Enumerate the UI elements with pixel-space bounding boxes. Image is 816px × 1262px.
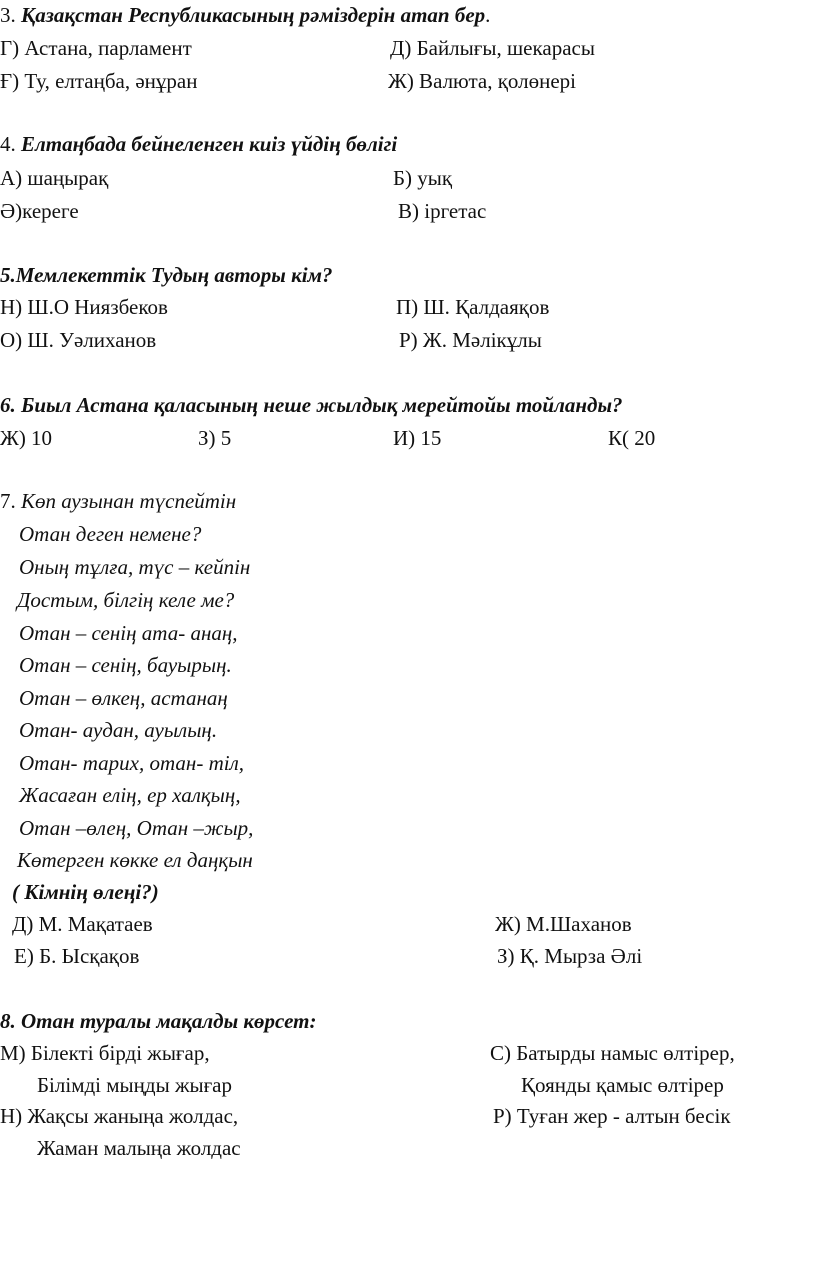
question-5: 5.Мемлекеттік Тудың авторы кім? [0,263,333,287]
question-7 [0,488,236,514]
answer-option: Ә)кереге [0,199,79,223]
poem-line: Отан –өлең, Отан –жыр, [19,816,254,840]
question-text: ( Кімнің өлеңі?) [12,880,159,904]
question-4 [0,131,397,157]
question-number: 4. [0,132,21,156]
answer-option: Ж) М.Шаханов [495,912,632,936]
poem-line: Отан деген немене? [19,522,202,546]
poem-line: Отан – өлкең, астанаң [19,686,228,710]
answer-option: Д) М. Мақатаев [12,912,153,936]
answer-option: П) Ш. Қалдаяқов [396,295,550,319]
answer-option: Н) Ш.О Ниязбеков [0,295,168,319]
poem-line: Көп аузынан түспейтін [21,489,237,513]
answer-option: А) шаңырақ [0,166,109,190]
answer-option: И) 15 [393,426,442,450]
answer-option: Н) Жақсы жаныңа жолдас, [0,1104,239,1128]
poem-line: Достым, білгің келе ме? [17,588,235,612]
poem-line: Отан – сенің ата- анаң, [19,621,238,645]
answer-option-continuation: Жаман малыңа жолдас [37,1136,241,1160]
answer-option: Ғ) Ту, елтаңба, әнұран [0,69,198,93]
answer-option-continuation: Білімді мыңды жығар [37,1073,232,1097]
answer-option: Ж) Валюта, қолөнері [388,69,577,93]
question-text: Қазақстан Республикасының рәміздерін атап бер [21,3,486,27]
question-text: Елтаңбада бейнеленген киіз үйдің бөлігі [21,132,398,156]
answer-option: К( 20 [608,426,656,450]
question-number: 7. [0,489,21,513]
poem-line: Отан- аудан, ауылың. [19,718,218,742]
answer-option: М) Білекті бірді жығар, [0,1041,210,1065]
question-8: 8. Отан туралы мақалды көрсет: [0,1009,317,1033]
poem-line: Көтерген көкке ел даңқын [17,848,253,872]
poem-line: Отан – сенің, бауырың. [19,653,232,677]
answer-option: В) іргетас [398,199,487,223]
answer-option: З) Қ. Мырза Әлі [497,944,643,968]
answer-option: Д) Байлығы, шекарасы [390,36,595,60]
poem-line: Отан- тарих, отан- тіл, [19,751,244,775]
question-number: 3. [0,3,21,27]
answer-option: Е) Б. Ысқақов [14,944,140,968]
question-3 [0,2,490,28]
poem-line: Оның тұлға, түс – кейпін [19,555,251,579]
answer-option: С) Батырды намыс өлтірер, [490,1041,735,1065]
answer-option: Р) Туған жер - алтын бесік [493,1104,731,1128]
question-period: . [485,3,491,27]
answer-option: Б) уық [393,166,453,190]
answer-option: Ж) 10 [0,426,53,450]
answer-option: Г) Астана, парламент [0,36,192,60]
poem-line: Жасаған елің, ер халқың, [19,783,241,807]
answer-option-continuation: Қоянды қамыс өлтірер [521,1073,724,1097]
answer-option: О) Ш. Уәлиханов [0,328,157,352]
answer-option: Р) Ж. Мәлікұлы [399,328,542,352]
answer-option: З) 5 [198,426,232,450]
question-6: 6. Биыл Астана қаласының неше жылдық мерейтойы тойланды? [0,393,623,417]
